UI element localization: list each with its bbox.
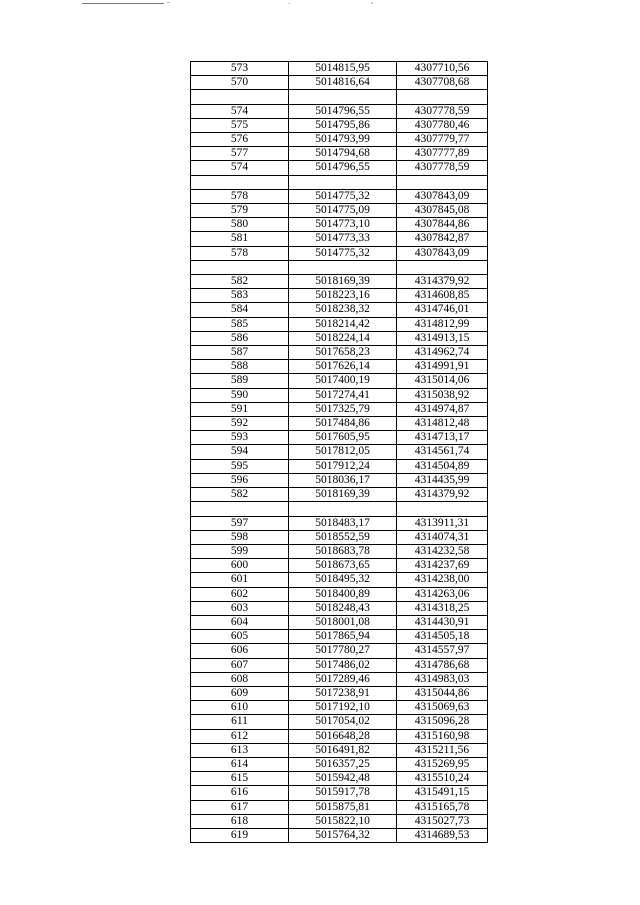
table-row <box>191 189 488 203</box>
point-number-cell: 596 <box>191 473 289 487</box>
x-coordinate-cell: 5017274,41 <box>289 388 397 402</box>
x-coordinate-cell: 5014815,95 <box>289 62 397 76</box>
x-coordinate-cell: 5018400,89 <box>289 587 397 601</box>
point-number-cell: 602 <box>191 587 289 601</box>
table-row <box>191 743 488 757</box>
empty-cell <box>289 502 397 516</box>
group-separator-row <box>191 502 488 516</box>
y-coordinate-cell: 4314379,92 <box>397 275 488 289</box>
table-row <box>191 303 488 317</box>
table-row <box>191 800 488 814</box>
point-number-cell: 597 <box>191 516 289 530</box>
y-coordinate-cell: 4314962,74 <box>397 346 488 360</box>
point-number-cell: 593 <box>191 431 289 445</box>
point-number-cell: 618 <box>191 814 289 828</box>
x-coordinate-cell: 5016357,25 <box>289 757 397 771</box>
y-coordinate-cell: 4315038,92 <box>397 388 488 402</box>
y-coordinate-cell: 4315044,86 <box>397 686 488 700</box>
table-row <box>191 544 488 558</box>
table-row <box>191 331 488 345</box>
x-coordinate-cell: 5017325,79 <box>289 402 397 416</box>
x-coordinate-cell: 5014775,09 <box>289 204 397 218</box>
x-coordinate-cell: 5018169,39 <box>289 275 397 289</box>
point-number-cell: 582 <box>191 488 289 502</box>
x-coordinate-cell: 5014816,64 <box>289 76 397 90</box>
table-row <box>191 615 488 629</box>
x-coordinate-cell: 5018223,16 <box>289 289 397 303</box>
y-coordinate-cell: 4307843,09 <box>397 189 488 203</box>
x-coordinate-cell: 5018214,42 <box>289 317 397 331</box>
y-coordinate-cell: 4313911,31 <box>397 516 488 530</box>
empty-cell <box>191 90 289 104</box>
empty-cell <box>397 90 488 104</box>
x-coordinate-cell: 5016648,28 <box>289 729 397 743</box>
table-row <box>191 459 488 473</box>
x-coordinate-cell: 5017192,10 <box>289 701 397 715</box>
empty-cell <box>289 90 397 104</box>
point-number-cell: 607 <box>191 658 289 672</box>
x-coordinate-cell: 5014794,68 <box>289 147 397 161</box>
table-row <box>191 587 488 601</box>
table-row <box>191 488 488 502</box>
y-coordinate-cell: 4314991,91 <box>397 360 488 374</box>
empty-cell <box>289 175 397 189</box>
point-number-cell: 595 <box>191 459 289 473</box>
group-separator-row <box>191 260 488 274</box>
y-coordinate-cell: 4307710,56 <box>397 62 488 76</box>
point-number-cell: 582 <box>191 275 289 289</box>
coordinates-table <box>190 61 488 843</box>
table-row <box>191 317 488 331</box>
y-coordinate-cell: 4307778,59 <box>397 104 488 118</box>
table-row <box>191 346 488 360</box>
table-row <box>191 630 488 644</box>
point-number-cell: 584 <box>191 303 289 317</box>
table-row <box>191 402 488 416</box>
x-coordinate-cell: 5018238,32 <box>289 303 397 317</box>
table-row <box>191 644 488 658</box>
table-row <box>191 204 488 218</box>
empty-cell <box>397 260 488 274</box>
scan-speck <box>288 3 290 4</box>
table-row <box>191 218 488 232</box>
y-coordinate-cell: 4315160,98 <box>397 729 488 743</box>
x-coordinate-cell: 5018552,59 <box>289 530 397 544</box>
table-row <box>191 275 488 289</box>
table-row <box>191 473 488 487</box>
x-coordinate-cell: 5014775,32 <box>289 246 397 260</box>
x-coordinate-cell: 5015942,48 <box>289 772 397 786</box>
y-coordinate-cell: 4315014,06 <box>397 374 488 388</box>
point-number-cell: 603 <box>191 601 289 615</box>
x-coordinate-cell: 5018036,17 <box>289 473 397 487</box>
y-coordinate-cell: 4314746,01 <box>397 303 488 317</box>
table-row <box>191 715 488 729</box>
x-coordinate-cell: 5015917,78 <box>289 786 397 800</box>
table-row <box>191 530 488 544</box>
y-coordinate-cell: 4314504,89 <box>397 459 488 473</box>
point-number-cell: 578 <box>191 246 289 260</box>
table-row <box>191 246 488 260</box>
y-coordinate-cell: 4314812,99 <box>397 317 488 331</box>
y-coordinate-cell: 4314786,68 <box>397 658 488 672</box>
point-number-cell: 611 <box>191 715 289 729</box>
y-coordinate-cell: 4307843,09 <box>397 246 488 260</box>
table-row <box>191 828 488 842</box>
x-coordinate-cell: 5018483,17 <box>289 516 397 530</box>
point-number-cell: 601 <box>191 573 289 587</box>
y-coordinate-cell: 4314561,74 <box>397 445 488 459</box>
x-coordinate-cell: 5017865,94 <box>289 630 397 644</box>
table-row <box>191 76 488 90</box>
table-row <box>191 757 488 771</box>
point-number-cell: 612 <box>191 729 289 743</box>
table-row <box>191 289 488 303</box>
x-coordinate-cell: 5015822,10 <box>289 814 397 828</box>
x-coordinate-cell: 5014796,55 <box>289 161 397 175</box>
table-row <box>191 729 488 743</box>
y-coordinate-cell: 4315510,24 <box>397 772 488 786</box>
point-number-cell: 598 <box>191 530 289 544</box>
table-row <box>191 686 488 700</box>
point-number-cell: 575 <box>191 118 289 132</box>
x-coordinate-cell: 5017238,91 <box>289 686 397 700</box>
table-row <box>191 161 488 175</box>
point-number-cell: 574 <box>191 161 289 175</box>
empty-cell <box>191 260 289 274</box>
point-number-cell: 580 <box>191 218 289 232</box>
point-number-cell: 574 <box>191 104 289 118</box>
x-coordinate-cell: 5014773,10 <box>289 218 397 232</box>
point-number-cell: 610 <box>191 701 289 715</box>
empty-cell <box>397 175 488 189</box>
y-coordinate-cell: 4315165,78 <box>397 800 488 814</box>
table-row <box>191 232 488 246</box>
y-coordinate-cell: 4314237,69 <box>397 559 488 573</box>
point-number-cell: 592 <box>191 417 289 431</box>
y-coordinate-cell: 4315027,73 <box>397 814 488 828</box>
x-coordinate-cell: 5017912,24 <box>289 459 397 473</box>
x-coordinate-cell: 5018001,08 <box>289 615 397 629</box>
y-coordinate-cell: 4314974,87 <box>397 402 488 416</box>
table-row <box>191 559 488 573</box>
point-number-cell: 600 <box>191 559 289 573</box>
table-row <box>191 601 488 615</box>
x-coordinate-cell: 5014795,86 <box>289 118 397 132</box>
table-row <box>191 360 488 374</box>
x-coordinate-cell: 5017484,86 <box>289 417 397 431</box>
y-coordinate-cell: 4307842,87 <box>397 232 488 246</box>
empty-cell <box>397 502 488 516</box>
point-number-cell: 585 <box>191 317 289 331</box>
y-coordinate-cell: 4307844,86 <box>397 218 488 232</box>
x-coordinate-cell: 5018495,32 <box>289 573 397 587</box>
table-row <box>191 672 488 686</box>
x-coordinate-cell: 5017658,23 <box>289 346 397 360</box>
point-number-cell: 599 <box>191 544 289 558</box>
point-number-cell: 581 <box>191 232 289 246</box>
x-coordinate-cell: 5018683,78 <box>289 544 397 558</box>
y-coordinate-cell: 4314983,03 <box>397 672 488 686</box>
point-number-cell: 578 <box>191 189 289 203</box>
point-number-cell: 605 <box>191 630 289 644</box>
empty-cell <box>191 175 289 189</box>
table-row <box>191 388 488 402</box>
point-number-cell: 589 <box>191 374 289 388</box>
table-row <box>191 133 488 147</box>
x-coordinate-cell: 5015875,81 <box>289 800 397 814</box>
point-number-cell: 617 <box>191 800 289 814</box>
point-number-cell: 573 <box>191 62 289 76</box>
x-coordinate-cell: 5018224,14 <box>289 331 397 345</box>
y-coordinate-cell: 4315491,15 <box>397 786 488 800</box>
y-coordinate-cell: 4315096,28 <box>397 715 488 729</box>
y-coordinate-cell: 4314913,15 <box>397 331 488 345</box>
point-number-cell: 579 <box>191 204 289 218</box>
table-row <box>191 772 488 786</box>
table-row <box>191 147 488 161</box>
table-row <box>191 701 488 715</box>
table-row <box>191 573 488 587</box>
y-coordinate-cell: 4315211,56 <box>397 743 488 757</box>
x-coordinate-cell: 5014793,99 <box>289 133 397 147</box>
y-coordinate-cell: 4314713,17 <box>397 431 488 445</box>
x-coordinate-cell: 5016491,82 <box>289 743 397 757</box>
group-separator-row <box>191 90 488 104</box>
y-coordinate-cell: 4314505,18 <box>397 630 488 644</box>
scan-speck <box>371 2 373 4</box>
y-coordinate-cell: 4314238,00 <box>397 573 488 587</box>
y-coordinate-cell: 4314263,06 <box>397 587 488 601</box>
point-number-cell: 615 <box>191 772 289 786</box>
x-coordinate-cell: 5017054,02 <box>289 715 397 729</box>
table-row <box>191 104 488 118</box>
group-separator-row <box>191 175 488 189</box>
x-coordinate-cell: 5018169,39 <box>289 488 397 502</box>
header-rule <box>82 3 164 4</box>
y-coordinate-cell: 4315069,63 <box>397 701 488 715</box>
x-coordinate-cell: 5017626,14 <box>289 360 397 374</box>
table-row <box>191 516 488 530</box>
point-number-cell: 616 <box>191 786 289 800</box>
y-coordinate-cell: 4314435,99 <box>397 473 488 487</box>
point-number-cell: 619 <box>191 828 289 842</box>
y-coordinate-cell: 4314430,91 <box>397 615 488 629</box>
y-coordinate-cell: 4315269,95 <box>397 757 488 771</box>
empty-cell <box>191 502 289 516</box>
point-number-cell: 583 <box>191 289 289 303</box>
y-coordinate-cell: 4307777,89 <box>397 147 488 161</box>
table-row <box>191 814 488 828</box>
table-row <box>191 658 488 672</box>
y-coordinate-cell: 4314318,25 <box>397 601 488 615</box>
point-number-cell: 591 <box>191 402 289 416</box>
point-number-cell: 609 <box>191 686 289 700</box>
x-coordinate-cell: 5014796,55 <box>289 104 397 118</box>
x-coordinate-cell: 5017400,19 <box>289 374 397 388</box>
x-coordinate-cell: 5017812,05 <box>289 445 397 459</box>
point-number-cell: 614 <box>191 757 289 771</box>
point-number-cell: 586 <box>191 331 289 345</box>
table-row <box>191 62 488 76</box>
x-coordinate-cell: 5017605,95 <box>289 431 397 445</box>
x-coordinate-cell: 5018248,43 <box>289 601 397 615</box>
y-coordinate-cell: 4307780,46 <box>397 118 488 132</box>
point-number-cell: 604 <box>191 615 289 629</box>
y-coordinate-cell: 4314074,31 <box>397 530 488 544</box>
coordinates-table-body <box>191 62 488 843</box>
point-number-cell: 590 <box>191 388 289 402</box>
point-number-cell: 608 <box>191 672 289 686</box>
y-coordinate-cell: 4314557,97 <box>397 644 488 658</box>
y-coordinate-cell: 4314379,92 <box>397 488 488 502</box>
point-number-cell: 606 <box>191 644 289 658</box>
x-coordinate-cell: 5014773,33 <box>289 232 397 246</box>
x-coordinate-cell: 5014775,32 <box>289 189 397 203</box>
x-coordinate-cell: 5017780,27 <box>289 644 397 658</box>
scan-speck <box>167 2 170 3</box>
table-row <box>191 431 488 445</box>
point-number-cell: 594 <box>191 445 289 459</box>
y-coordinate-cell: 4314812,48 <box>397 417 488 431</box>
y-coordinate-cell: 4314608,85 <box>397 289 488 303</box>
x-coordinate-cell: 5018673,65 <box>289 559 397 573</box>
table-row <box>191 374 488 388</box>
y-coordinate-cell: 4307845,08 <box>397 204 488 218</box>
y-coordinate-cell: 4307778,59 <box>397 161 488 175</box>
x-coordinate-cell: 5017289,46 <box>289 672 397 686</box>
y-coordinate-cell: 4314232,58 <box>397 544 488 558</box>
table-row <box>191 786 488 800</box>
y-coordinate-cell: 4307708,68 <box>397 76 488 90</box>
x-coordinate-cell: 5015764,32 <box>289 828 397 842</box>
point-number-cell: 576 <box>191 133 289 147</box>
point-number-cell: 587 <box>191 346 289 360</box>
table-row <box>191 417 488 431</box>
table-row <box>191 118 488 132</box>
y-coordinate-cell: 4307779,77 <box>397 133 488 147</box>
y-coordinate-cell: 4314689,53 <box>397 828 488 842</box>
point-number-cell: 577 <box>191 147 289 161</box>
table-row <box>191 445 488 459</box>
empty-cell <box>289 260 397 274</box>
point-number-cell: 570 <box>191 76 289 90</box>
x-coordinate-cell: 5017486,02 <box>289 658 397 672</box>
point-number-cell: 588 <box>191 360 289 374</box>
point-number-cell: 613 <box>191 743 289 757</box>
